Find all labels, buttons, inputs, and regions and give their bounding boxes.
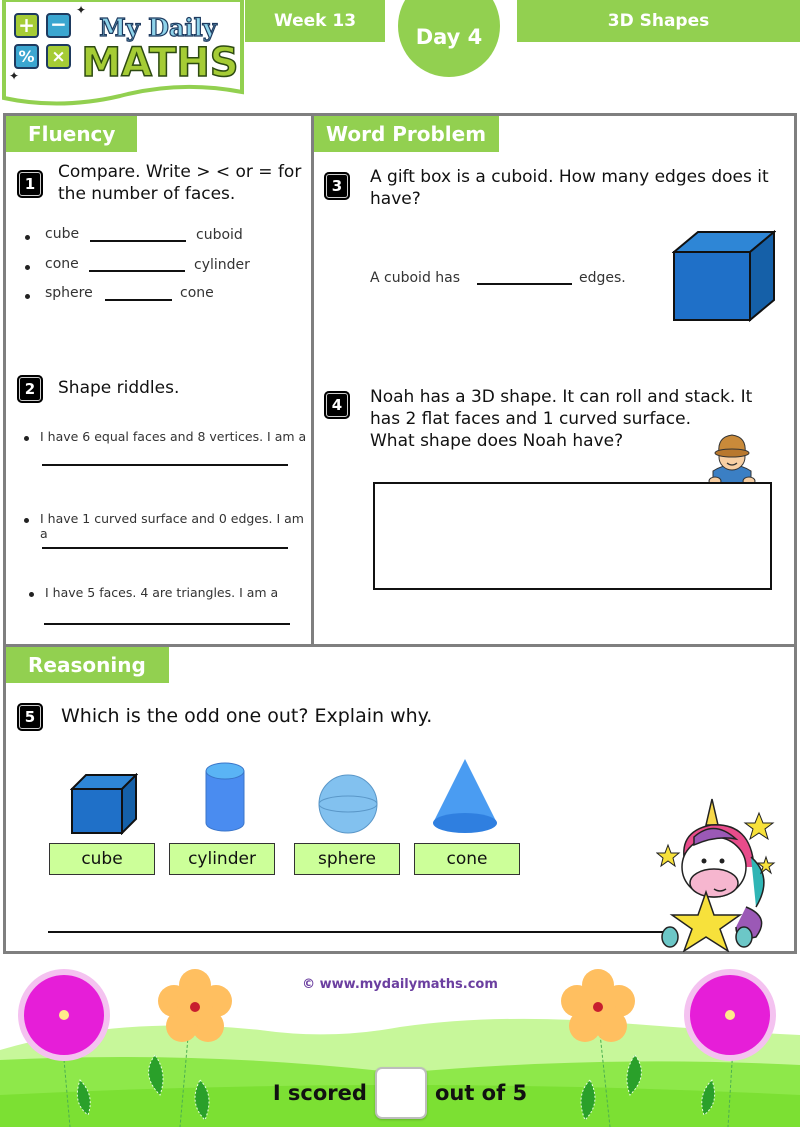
riddle-2: I have 1 curved surface and 0 edges. I am a [40,511,304,541]
question-1-prompt: Compare. Write > < or = for the number of faces. [58,162,302,204]
edges-answer-line[interactable] [477,283,572,285]
score-input-box[interactable] [375,1067,427,1119]
cuboid-image [672,228,776,328]
riddle-answer-line-2[interactable] [42,547,288,549]
question-1-number: 1 [17,170,43,198]
riddle-answer-line-3[interactable] [44,623,290,625]
word-problem-panel [311,113,797,647]
compare-right-2: cylinder [194,257,250,273]
cuboid-answer-suffix: edges. [579,270,626,286]
compare-answer-line-2[interactable] [89,270,185,272]
week-label: Week 13 [245,0,385,42]
compare-left-2: cone [45,256,79,272]
riddle-1: I have 6 equal faces and 8 vertices. I am a [40,429,307,444]
topic-label: 3D Shapes [517,0,800,42]
unicorn-with-stars-illustration [656,797,776,956]
worksheet-footer [0,955,800,1127]
svg-text:My Daily: My Daily [99,13,217,42]
shape-label-cone: cone [414,843,520,875]
riddle-answer-line-1[interactable] [42,464,288,466]
question-3-prompt: A gift box is a cuboid. How many edges does it have? [370,167,769,209]
question-4-prompt-line-3: What shape does Noah have? [370,431,624,451]
question-2-prompt: Shape riddles. [58,378,180,398]
fluency-panel [3,113,314,647]
question-4-number: 4 [324,391,350,419]
cube-image [70,773,138,839]
shape-label-sphere: sphere [294,843,400,875]
question-2-number: 2 [17,375,43,403]
explanation-answer-line[interactable] [48,931,670,933]
svg-text:−: − [50,12,67,36]
svg-text:×: × [51,47,66,67]
fluency-tab: Fluency [6,116,137,152]
score-suffix: out of 5 [434,1081,528,1105]
my-daily-maths-logo [0,0,248,106]
compare-right-3: cone [180,285,214,301]
compare-right-1: cuboid [196,227,243,243]
cylinder-image [203,761,247,837]
question-5-prompt: Which is the odd one out? Explain why. [61,705,433,727]
word-problem-tab: Word Problem [314,116,499,152]
svg-text:+: + [18,13,35,37]
question-5-number: 5 [17,703,43,731]
sphere-image [316,773,380,839]
reasoning-panel [3,644,797,954]
noah-answer-box[interactable] [373,482,772,590]
question-4-prompt-line-1: Noah has a 3D shape. It can roll and stack. It [370,387,753,407]
shape-label-cylinder: cylinder [169,843,275,875]
svg-text:%: % [18,47,35,66]
question-4-prompt-line-2: has 2 flat faces and 1 curved surface. [370,409,691,429]
question-3-number: 3 [324,172,350,200]
score-row [0,1067,800,1119]
shape-label-cube: cube [49,843,155,875]
reasoning-tab: Reasoning [6,647,169,683]
svg-text:✦: ✦ [9,69,20,83]
svg-text:MATHS: MATHS [81,40,239,86]
score-prefix: I scored [272,1081,367,1105]
svg-text:✦: ✦ [76,3,87,17]
compare-left-3: sphere [45,285,93,301]
compare-answer-line-1[interactable] [90,240,186,242]
cuboid-answer-prefix: A cuboid has [370,270,461,286]
copyright-url: © www.mydailymaths.com [302,977,498,992]
day-badge: Day 4 [398,0,500,77]
riddle-3: I have 5 faces. 4 are triangles. I am a [45,585,279,600]
compare-left-1: cube [45,226,80,242]
boy-explorer-illustration [707,429,757,489]
cone-image [431,757,499,839]
worksheet-header [0,0,800,110]
compare-answer-line-3[interactable] [105,299,172,301]
